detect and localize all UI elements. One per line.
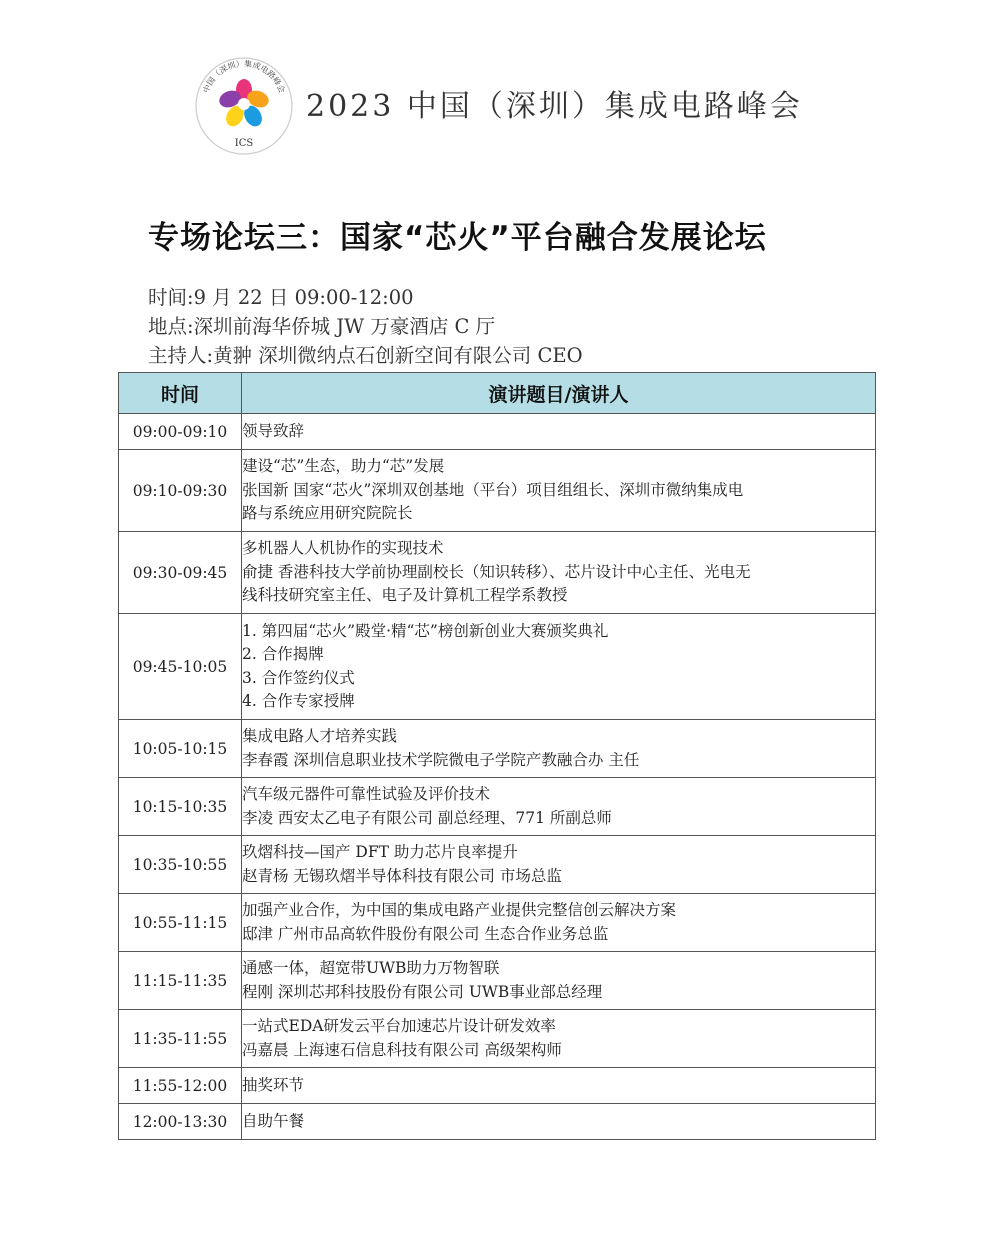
row-time: 09:30-09:45: [119, 532, 242, 614]
logo-text: ICS: [234, 138, 254, 149]
program-line: 领导致辞: [242, 421, 305, 440]
program-line: 加强产业合作，为中国的集成电路产业提供完整信创云解决方案: [242, 901, 677, 919]
row-time: 10:15-10:35: [119, 778, 242, 836]
table-row: [119, 1010, 876, 1068]
forum-title: 专场论坛三：国家“芯火”平台融合发展论坛: [148, 220, 767, 256]
program-line: 俞捷 香港科技大学前协理副校长（知识转移）、芯片设计中心主任、光电无: [242, 562, 751, 581]
row-program: [242, 450, 876, 532]
schedule-table: [118, 372, 876, 1140]
program-line: 多机器人人机协作的实现技术: [242, 539, 444, 558]
row-program: [242, 952, 876, 1010]
program-line: 冯嘉晨 上海速石信息科技有限公司 高级架构师: [242, 1040, 562, 1059]
program-line: 自助午餐: [242, 1111, 305, 1130]
program-line: 2. 合作揭牌: [242, 645, 324, 663]
program-line: 集成电路人才培养实践: [242, 727, 398, 745]
row-time: 10:05-10:15: [119, 720, 242, 778]
row-time: 09:45-10:05: [119, 614, 242, 720]
program-line: 通感一体，超宽带UWB助力万物智联: [242, 959, 500, 977]
program-line: 3. 合作签约仪式: [242, 668, 355, 687]
program-line: 邸津 广州市品高软件股份有限公司 生态合作业务总监: [242, 924, 609, 943]
program-line: 建设“芯”生态，助力“芯”发展: [242, 457, 445, 476]
row-time: 11:35-11:55: [119, 1010, 242, 1068]
summit-title: 2023 中国（深圳）集成电路峰会: [306, 89, 803, 124]
table-row: [119, 450, 876, 532]
program-line: 赵青杨 无锡玖熠半导体科技有限公司 市场总监: [242, 866, 562, 885]
row-program: [242, 414, 876, 450]
program-line: 李凌 西安太乙电子有限公司 副总经理、771 所副总师: [242, 808, 612, 827]
program-line: 程刚 深圳芯邦科技股份有限公司 UWB事业部总经理: [242, 982, 603, 1001]
program-line: 张国新 国家“芯火”深圳双创基地（平台）项目组组长、深圳市微纳集成电: [242, 480, 744, 499]
table-row: [119, 1104, 876, 1140]
ics-logo: [194, 56, 294, 156]
schedule-body: [119, 414, 876, 1140]
row-time: 11:15-11:35: [119, 952, 242, 1010]
row-program: [242, 1104, 876, 1140]
row-program: [242, 778, 876, 836]
header-topic-speaker: 演讲题目/演讲人: [242, 373, 876, 414]
table-row: [119, 414, 876, 450]
row-program: [242, 836, 876, 894]
row-program: [242, 894, 876, 952]
program-line: 线科技研究室主任、电子及计算机工程学系教授: [242, 586, 568, 605]
row-program: [242, 1068, 876, 1104]
row-program: [242, 532, 876, 614]
table-row: [119, 952, 876, 1010]
program-line: 一站式EDA研发云平台加速芯片设计研发效率: [242, 1017, 556, 1035]
row-program: [242, 720, 876, 778]
program-line: 4. 合作专家授牌: [242, 692, 355, 710]
row-time: 11:55-12:00: [119, 1068, 242, 1104]
row-time: 10:55-11:15: [119, 894, 242, 952]
table-header-row: [119, 373, 876, 414]
header-time: 时间: [119, 373, 242, 414]
row-program: [242, 614, 876, 720]
row-time: 09:00-09:10: [119, 414, 242, 450]
table-row: [119, 1068, 876, 1104]
logo-arc-text: 中国（深圳）集成电路峰会: [201, 59, 287, 95]
row-time: 12:00-13:30: [119, 1104, 242, 1140]
program-line: 1. 第四届“芯火”殿堂·精“芯”榜创新创业大赛颁奖典礼: [242, 621, 609, 640]
program-line: 玖熠科技—国产 DFT 助力芯片良率提升: [242, 843, 518, 861]
table-row: [119, 720, 876, 778]
row-time: 10:35-10:55: [119, 836, 242, 894]
program-line: 路与系统应用研究院院长: [242, 504, 413, 523]
table-row: [119, 778, 876, 836]
row-program: [242, 1010, 876, 1068]
table-row: [119, 836, 876, 894]
program-line: 李春霞 深圳信息职业技术学院微电子学院产教融合办 主任: [242, 750, 640, 769]
forum-time: 时间:9 月 22 日 09:00-12:00: [148, 286, 414, 309]
table-row: [119, 614, 876, 720]
program-line: 汽车级元器件可靠性试验及评价技术: [242, 785, 491, 803]
forum-place: 地点:深圳前海华侨城 JW 万豪酒店 C 厅: [148, 315, 496, 338]
table-row: [119, 532, 876, 614]
forum-host: 主持人:黄翀 深圳微纳点石创新空间有限公司 CEO: [148, 344, 583, 367]
table-row: [119, 894, 876, 952]
program-line: 抽奖环节: [242, 1075, 305, 1094]
row-time: 09:10-09:30: [119, 450, 242, 532]
